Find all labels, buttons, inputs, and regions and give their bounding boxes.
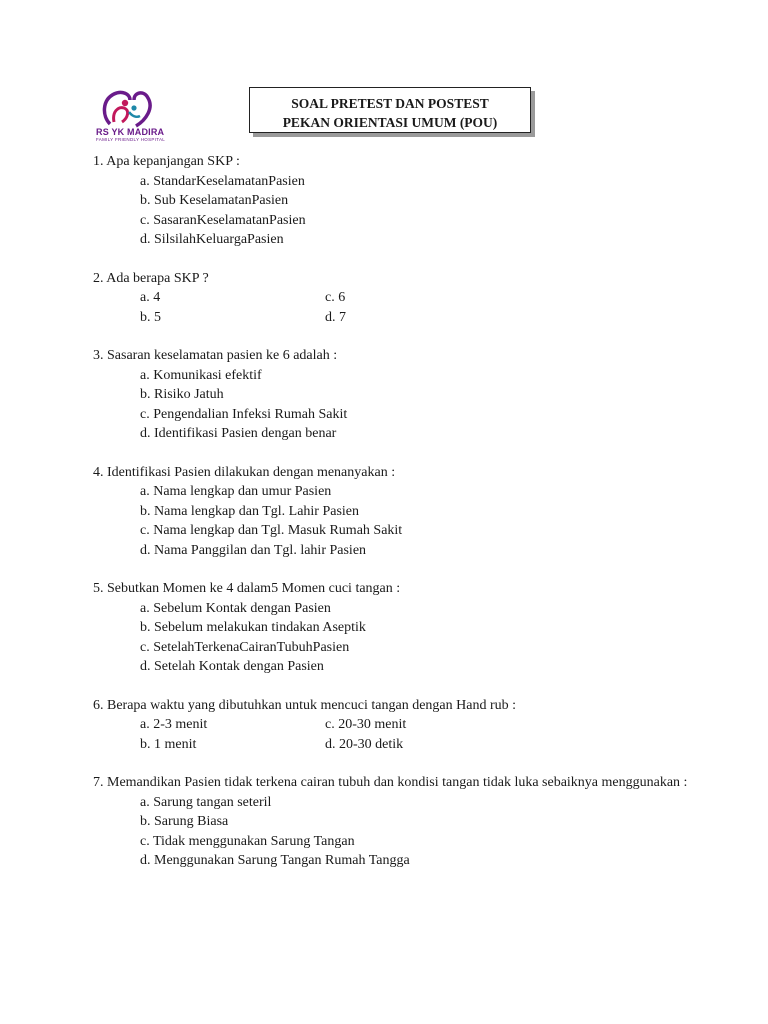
question-text: 5. Sebutkan Momen ke 4 dalam5 Momen cuci tangan : — [93, 581, 401, 596]
question-2 — [93, 269, 693, 328]
option-a: a. Sebelum Kontak dengan Pasien — [140, 600, 331, 616]
option-grid — [93, 288, 693, 327]
title-line-2: PEKAN ORIENTASI UMUM (POU) — [282, 115, 498, 130]
option-b: b. Sebelum melakukan tindakan Aseptik — [140, 620, 366, 635]
question-6 — [93, 696, 693, 755]
option-c: c. 20-30 menit — [325, 717, 407, 732]
document-title-box — [249, 87, 531, 133]
option-c: c. Pengendalian Infeksi Rumah Sakit — [140, 406, 348, 422]
option-d: d. Menggunakan Sarung Tangan Rumah Tangga — [140, 853, 410, 868]
logo-name: RS YK MADIRA — [96, 127, 165, 137]
option-c: c. SasaranKeselamatanPasien — [140, 212, 306, 228]
question-text: 4. Identifikasi Pasien dilakukan dengan menanyakan : — [93, 464, 396, 480]
option-a: a. Nama lengkap dan umur Pasien — [140, 484, 332, 499]
option-b: b. Sarung Biasa — [140, 814, 229, 829]
option-a: a. StandarKeselamatanPasien — [140, 173, 305, 189]
title-line-1: SOAL PRETEST DAN POSTEST — [291, 96, 489, 111]
option-d: d. SilsilahKeluargaPasien — [140, 232, 284, 247]
question-4 — [93, 463, 693, 561]
hospital-logo-icon — [96, 86, 170, 130]
option-a: a. 2-3 menit — [140, 717, 208, 732]
question-5 — [93, 579, 693, 677]
option-d: d. 7 — [325, 309, 346, 325]
option-a: a. Sarung tangan seteril — [140, 794, 272, 810]
option-c: c. Tidak menggunakan Sarung Tangan — [140, 833, 355, 849]
option-d: d. 20-30 detik — [325, 736, 404, 752]
option-b: b. 5 — [140, 309, 161, 325]
question-text: 3. Sasaran keselamatan pasien ke 6 adalah : — [93, 348, 338, 363]
option-b: b. Sub KeselamatanPasien — [140, 193, 289, 208]
option-a: a. Komunikasi efektif — [140, 367, 262, 383]
option-c: c. SetelahTerkenaCairanTubuhPasien — [140, 639, 350, 655]
option-b: b. Nama lengkap dan Tgl. Lahir Pasien — [140, 503, 360, 519]
option-b: b. 1 menit — [140, 736, 197, 752]
option-b: b. Risiko Jatuh — [140, 387, 224, 402]
question-text: 6. Berapa waktu yang dibutuhkan untuk mencuci tangan dengan Hand rub : — [93, 697, 516, 713]
question-text: 1. Apa kepanjangan SKP : — [93, 154, 240, 169]
question-list — [93, 152, 693, 871]
logo-tagline: FAMILY FRIENDLY HOSPITAL — [96, 137, 166, 142]
question-text: 2. Ada berapa SKP ? — [93, 270, 209, 286]
option-a: a. 4 — [140, 290, 161, 305]
question-3 — [93, 346, 693, 444]
option-d: d. Setelah Kontak dengan Pasien — [140, 659, 324, 674]
question-1 — [93, 152, 693, 250]
option-c: c. 6 — [325, 290, 346, 305]
option-d: d. Nama Panggilan dan Tgl. lahir Pasien — [140, 542, 367, 558]
option-c: c. Nama lengkap dan Tgl. Masuk Rumah Sakit — [140, 523, 403, 538]
option-d: d. Identifikasi Pasien dengan benar — [140, 426, 337, 441]
question-text: 7. Memandikan Pasien tidak terkena cairan tubuh dan kondisi tangan tidak luka sebaiknya menggunakan : — [93, 775, 688, 790]
question-7 — [93, 773, 693, 871]
option-grid — [93, 715, 693, 754]
